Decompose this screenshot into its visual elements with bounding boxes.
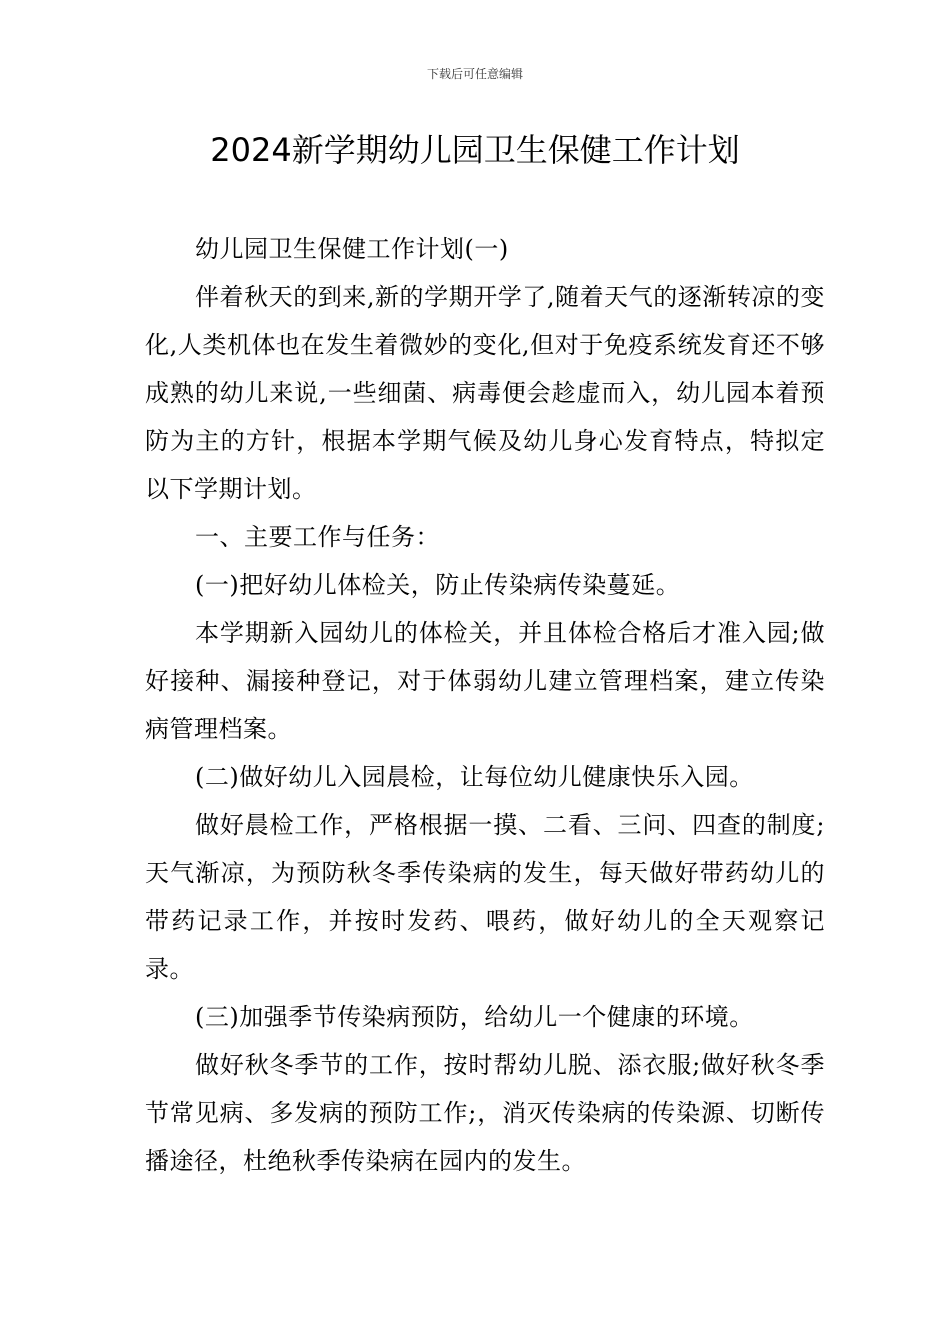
paragraph-health-check: 本学期新入园幼儿的体检关，并且体检合格后才准入园;做好接种、漏接种登记，对于体弱幼儿建立管理档案，建立传染病管理档案。 [145,619,825,743]
subheading-health-check: (一)把好幼儿体检关，防止传染病传染蔓延。 [195,571,681,599]
paragraph-morning-check: 做好晨检工作，严格根据一摸、二看、三问、四查的制度;天气渐凉，为预防秋冬季传染病的发生，每天做好带药幼儿的带药记录工作，并按时发药、喂药，做好幼儿的全天观察记录。 [145,811,825,983]
document-body [145,225,825,1185]
paragraph-seasonal-prevention: 做好秋冬季节的工作，按时帮幼儿脱、添衣服;做好秋冬季节常见病、多发病的预防工作;，消灭传染病的传染源、切断传播途径，杜绝秋季传染病在园内的发生。 [145,1051,825,1175]
paragraph-subtitle: 幼儿园卫生保健工作计划(一) [195,235,509,263]
document-title: 2024新学期幼儿园卫生保健工作计划 [210,131,740,169]
subheading-morning-check: (二)做好幼儿入园晨检，让每位幼儿健康快乐入园。 [195,763,754,791]
header-note: 下载后可任意编辑 [426,67,523,81]
subheading-seasonal-prevention: (三)加强季节传染病预防，给幼儿一个健康的环境。 [195,1003,754,1031]
section-heading-main-tasks: 一、主要工作与任务： [195,523,440,551]
paragraph-intro: 伴着秋天的到来,新的学期开学了,随着天气的逐渐转凉的变化,人类机体也在发生着微妙的变化,但对于免疫系统发育还不够成熟的幼儿来说,一些细菌、病毒便会趁虚而入，幼儿园本着预防为主的方针，根据本学期气候及幼儿身心发育特点，特拟定以下学期计划。 [145,283,825,503]
